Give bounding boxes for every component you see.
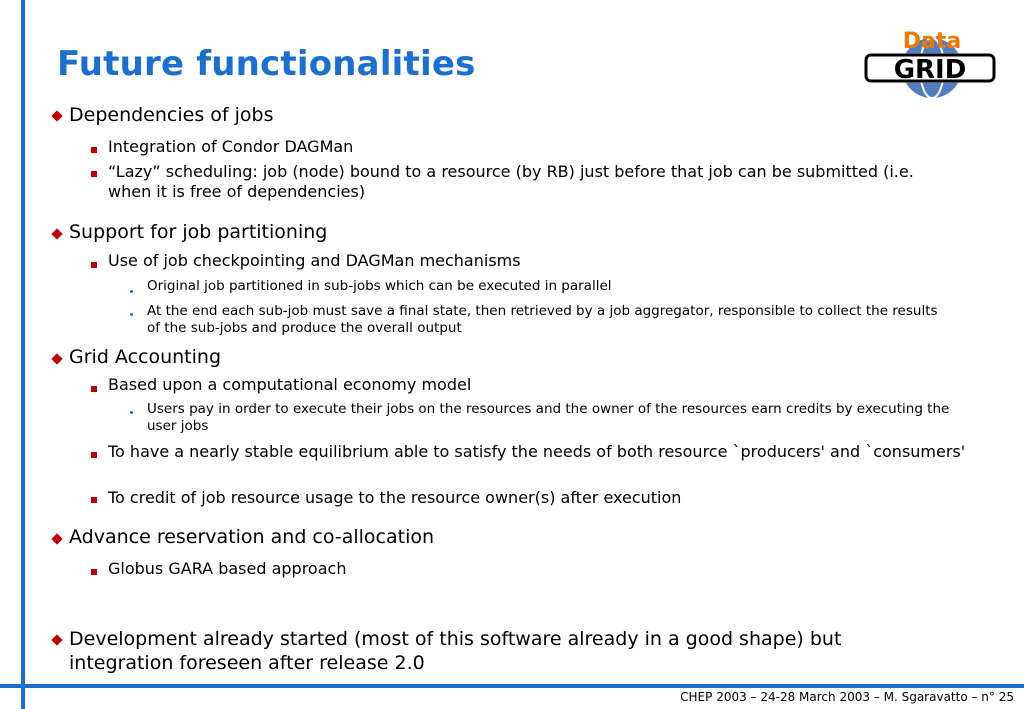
bullet-credit-usage: To credit of job resource usage to the resource owner(s) after execution	[108, 488, 682, 507]
square-bullet-icon	[91, 497, 97, 503]
square-bullet-icon	[91, 452, 97, 458]
dot-bullet-icon	[130, 290, 133, 293]
bullet-original-job: Original job partitioned in sub-jobs which can be executed in parallel	[147, 278, 612, 294]
diamond-bullet-icon	[51, 110, 62, 121]
square-bullet-icon	[91, 147, 97, 153]
bullet-stable-equilibrium: To have a nearly stable equilibrium able to satisfy the needs of both resource `producers' and `consumers'	[108, 442, 966, 461]
slide-footer: CHEP 2003 – 24-28 March 2003 – M. Sgaravatto – n° 25	[680, 690, 1014, 704]
square-bullet-icon	[91, 262, 97, 268]
bullet-globus-gara: Globus GARA based approach	[108, 559, 347, 578]
bullet-advance-reservation: Advance reservation and co-allocation	[69, 526, 435, 548]
square-bullet-icon	[91, 569, 97, 575]
bullet-economy-model: Based upon a computational economy model	[108, 375, 472, 394]
bullet-grid-accounting: Grid Accounting	[69, 346, 222, 368]
bullet-lazy-scheduling: “Lazy” scheduling: job (node) bound to a resource (by RB) just before that job can be submitted (i.e. when it is free of dependencies)	[108, 162, 914, 201]
diamond-bullet-icon	[51, 353, 62, 364]
diamond-bullet-icon	[51, 634, 62, 645]
logo-grid-text: GRID	[893, 55, 967, 85]
slide-title: Future functionalities	[57, 44, 476, 84]
bullet-dependencies: Dependencies of jobs	[69, 104, 274, 126]
bullet-sub-job-aggregator: At the end each sub-job must save a final state, then retrieved by a job aggregator, responsible to collect the results of the sub-jobs and produce the overall output	[147, 303, 938, 336]
logo-data-text: Data	[902, 29, 962, 54]
bullet-checkpointing: Use of job checkpointing and DAGMan mechanisms	[108, 251, 521, 270]
bullet-users-pay: Users pay in order to execute their jobs on the resources and the owner of the resources earn credits by executing the user jobs	[147, 401, 950, 434]
bullet-condor-dagman: Integration of Condor DAGMan	[108, 137, 354, 156]
bullet-development-started: Development already started (most of this software already in a good shape) but integration foreseen after release 2.0	[69, 628, 842, 674]
square-bullet-icon	[91, 171, 97, 177]
left-vertical-rule	[21, 0, 25, 709]
bottom-horizontal-rule	[0, 684, 1024, 688]
diamond-bullet-icon	[51, 533, 62, 544]
datagrid-logo	[862, 26, 1002, 106]
square-bullet-icon	[91, 386, 97, 392]
bullet-job-partitioning: Support for job partitioning	[69, 221, 328, 243]
dot-bullet-icon	[130, 313, 133, 316]
diamond-bullet-icon	[51, 228, 62, 239]
dot-bullet-icon	[130, 411, 133, 414]
